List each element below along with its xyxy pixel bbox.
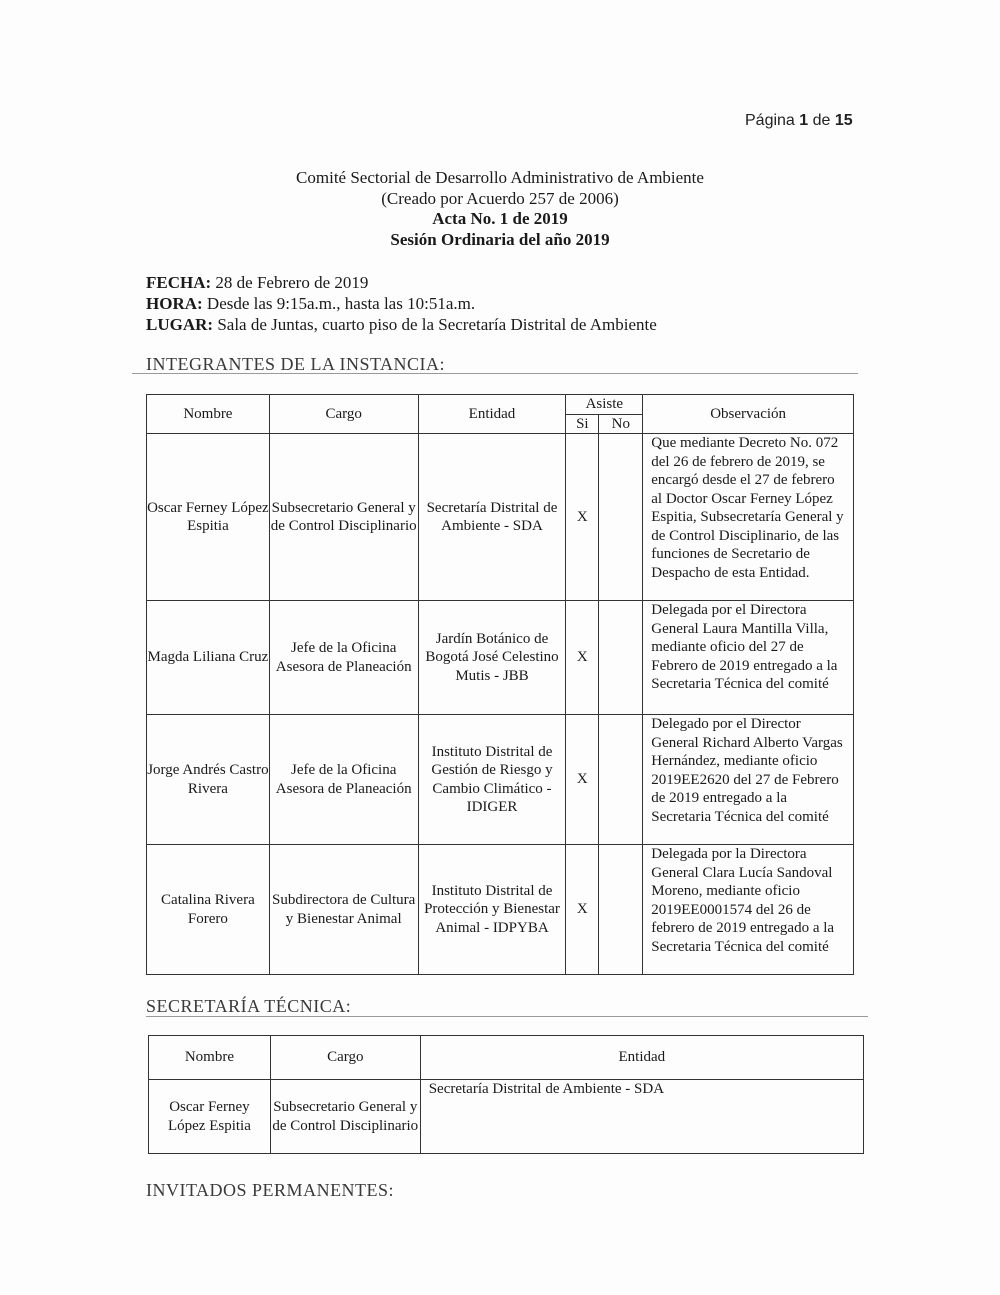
col-observacion: Observación [643,395,854,434]
no-cell [599,601,643,715]
lugar-value: Sala de Juntas, cuarto piso de la Secretaría Distrital de Ambiente [217,315,657,334]
fecha-label: FECHA: [146,273,212,292]
nombre-cell: Magda Liliana Cruz [147,601,270,715]
si-cell: X [566,601,599,715]
session-title: Sesión Ordinaria del año 2019 [390,229,610,249]
si-cell: X [566,845,599,975]
col-nombre: Nombre [149,1036,271,1080]
nombre-cell: Oscar Ferney López Espitia [147,434,270,601]
nombre-cell: Catalina Rivera Forero [147,845,270,975]
table-row [147,434,854,601]
col-cargo: Cargo [269,395,418,434]
entidad-cell: Secretaría Distrital de Ambiente - SDA [420,1080,863,1154]
meeting-info [146,272,657,335]
nombre-cell: Oscar Ferney López Espitia [149,1080,271,1154]
creation-note: (Creado por Acuerdo 257 de 2006) [381,188,619,208]
cargo-cell: Subdirectora de Cultura y Bienestar Animal [269,845,418,975]
invitados-heading: INVITADOS PERMANENTES: [146,1180,395,1200]
no-cell [599,434,643,601]
page-separator: de [812,112,831,129]
section-divider [146,1016,868,1017]
col-nombre: Nombre [147,395,270,434]
hora-value: Desde las 9:15a.m., hasta las 10:51a.m. [206,294,476,313]
nombre-cell: Jorge Andrés Castro Rivera [147,715,270,845]
col-no: No [599,414,643,434]
table-row [147,845,854,975]
si-cell: X [566,715,599,845]
secretaria-heading: SECRETARÍA TÉCNICA: [146,996,352,1016]
integrantes-heading: INTEGRANTES DE LA INSTANCIA: [146,354,446,374]
observacion-cell: Que mediante Decreto No. 072 del 26 de febrero de 2019, se encargó desde el 27 de febrero al Doctor Oscar Ferney López Espitia, Subsecretaría General y de Control Disciplinario, de las funciones de Secretario de Despacho de esta Entidad. [643,434,854,601]
si-cell: X [566,434,599,601]
cargo-cell: Subsecretario General y de Control Disciplinario [270,1080,420,1154]
observacion-cell: Delegada por la Directora General Clara Lucía Sandoval Moreno, mediante oficio 2019EE0001574 del 26 de febrero de 2019 entregado a la Secretaria Técnica del comité [643,845,854,975]
col-asiste: Asiste [566,395,643,415]
no-cell [599,715,643,845]
table-row [149,1080,864,1154]
cargo-cell: Jefe de la Oficina Asesora de Planeación [269,715,418,845]
page-number [745,112,853,130]
document-title [200,168,800,250]
page-total: 15 [834,112,853,129]
section-divider [132,373,858,374]
observacion-cell: Delegada por el Directora General Laura Mantilla Villa, mediante oficio del 27 de Febrero de 2019 entregado a la Secretaria Técnica del comité [643,601,854,715]
cargo-cell: Subsecretario General y de Control Disciplinario [269,434,418,601]
table-row [147,601,854,715]
lugar-line [146,314,657,335]
cargo-cell: Jefe de la Oficina Asesora de Planeación [269,601,418,715]
col-si: Si [566,414,599,434]
no-cell [599,845,643,975]
page-label: Página [745,112,795,129]
acta-number: Acta No. 1 de 2019 [432,209,568,228]
lugar-label: LUGAR: [146,315,214,334]
col-entidad: Entidad [418,395,566,434]
entidad-cell: Instituto Distrital de Gestión de Riesgo y Cambio Climático - IDIGER [418,715,566,845]
integrantes-table [146,394,854,975]
page-current: 1 [799,112,809,129]
hora-line [146,293,657,314]
hora-label: HORA: [146,294,203,313]
secretaria-table [148,1035,864,1154]
col-cargo: Cargo [270,1036,420,1080]
fecha-value: 28 de Febrero de 2019 [215,273,369,292]
table-row [147,715,854,845]
fecha-line [146,272,657,293]
committee-name: Comité Sectorial de Desarrollo Administrativo de Ambiente [296,168,704,187]
entidad-cell: Instituto Distrital de Protección y Bienestar Animal - IDPYBA [418,845,566,975]
entidad-cell: Secretaría Distrital de Ambiente - SDA [418,434,566,601]
col-entidad: Entidad [420,1036,863,1080]
entidad-cell: Jardín Botánico de Bogotá José Celestino Mutis - JBB [418,601,566,715]
observacion-cell: Delegado por el Director General Richard Alberto Vargas Hernández, mediante oficio 2019EE2620 del 27 de Febrero de 2019 entregado a la Secretaria Técnica del comité [643,715,854,845]
